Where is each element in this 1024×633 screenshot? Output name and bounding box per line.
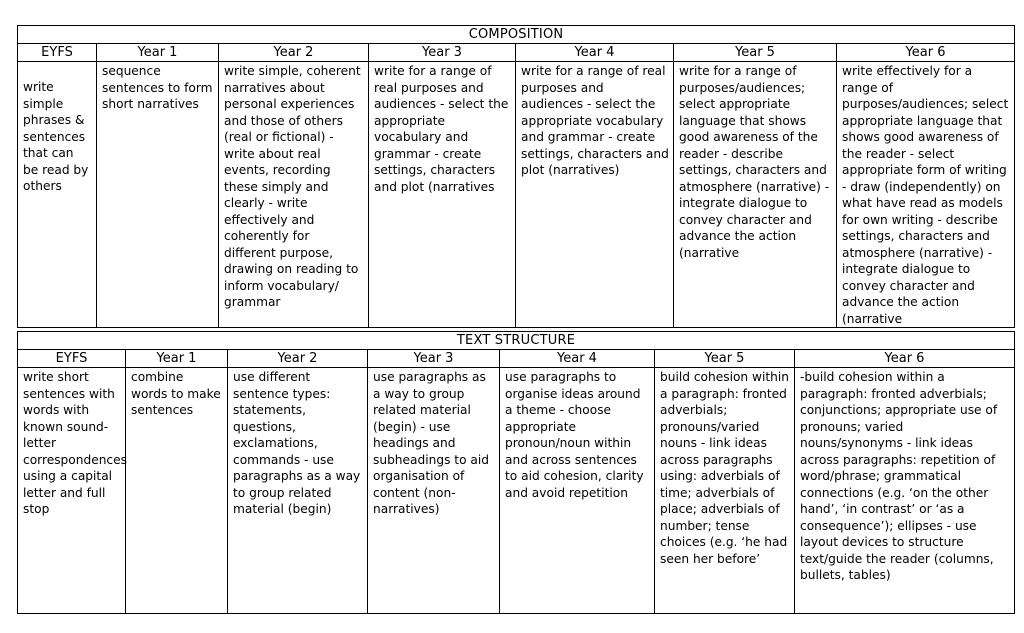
- text-structure-text-year-5: build cohesion within a paragraph: fronted adverbials; pronouns/varied nouns - link ideas across paragraphs using: adverbials of time; adverbials of place; adverbials of number; tense choices (e.g. ‘he had seen her before’: [660, 370, 789, 566]
- text-structure-header-year-3: Year 3: [368, 350, 500, 368]
- composition-text-year-4: write for a range of real purposes and audiences - select the appropriate vocabulary and grammar - create settings, characters and plot (narratives): [521, 64, 669, 177]
- composition-header-year-3: Year 3: [369, 44, 516, 62]
- composition-cell-year-4: [516, 62, 674, 328]
- text-structure-cell-eyfs: [18, 368, 126, 614]
- text-structure-title: TEXT STRUCTURE: [18, 332, 1015, 350]
- text-structure-cell-year-6: [795, 368, 1015, 614]
- text-structure-text-year-6: -build cohesion within a paragraph: fronted adverbials; conjunctions; appropriate use of pronouns; varied nouns/synonyms - link ideas across paragraphs: repetition of word/phrase; grammatical connections (e.g. ‘on the other hand’, ‘in contrast’ or ‘as a consequence’); ellipses - use layout devices to structure text/guide the reader (columns, bullets, tables): [800, 370, 998, 582]
- composition-cell-year-3: [369, 62, 516, 328]
- text-structure-header-year-1: Year 1: [126, 350, 228, 368]
- composition-text-year-2: write simple, coherent narratives about personal experiences and those of others (real or fictional) - write about real events, recording these simply and clearly - write effectively and coherently for different purpose, drawing on reading to inform vocabulary/ grammar: [224, 64, 361, 309]
- text-structure-cell-year-5: [655, 368, 795, 614]
- text-structure-cell-year-2: [228, 368, 368, 614]
- composition-cell-eyfs: [18, 62, 97, 328]
- composition-header-year-6: Year 6: [837, 44, 1015, 62]
- composition-text-year-6: write effectively for a range of purposes/audiences; select appropriate language that shows good awareness of the reader - select appropriate form of writing - draw (independently) on what have read as models for own writing - describe settings, characters and atmosphere (narrative) - integrate dialogue to convey character and advance the action (narrative: [842, 64, 1009, 326]
- composition-header-year-1: Year 1: [97, 44, 219, 62]
- text-structure-header-year-4: Year 4: [500, 350, 655, 368]
- text-structure-text-year-3: use paragraphs as a way to group related material (begin) - use headings and subheadings to aid organisation of content (non-narratives): [373, 370, 490, 516]
- composition-text-eyfs: write simple phrases & sentences that can be read by others: [23, 80, 89, 193]
- text-structure-cell-year-4: [500, 368, 655, 614]
- composition-cell-year-2: [219, 62, 369, 328]
- text-structure-text-eyfs: write short sentences with words with known sound-letter correspondences using a capital letter and full stop: [23, 370, 127, 516]
- text-structure-header-eyfs: EYFS: [18, 350, 126, 368]
- composition-text-year-3: write for a range of real purposes and audiences - select the appropriate vocabulary and grammar - create settings, characters and plot (narratives: [374, 64, 509, 194]
- text-structure-table: [17, 331, 1015, 614]
- text-structure-header-year-5: Year 5: [655, 350, 795, 368]
- text-structure-text-year-2: use different sentence types: statements, questions, exclamations, commands - use paragraphs as a way to group related material (begin): [233, 370, 361, 516]
- composition-header-eyfs: EYFS: [18, 44, 97, 62]
- text-structure-text-year-4: use paragraphs to organise ideas around a theme - choose appropriate pronoun/noun within and across sentences to aid cohesion, clarity and avoid repetition: [505, 370, 644, 500]
- composition-text-year-1: sequence sentences to form short narratives: [102, 64, 213, 111]
- composition-header-year-4: Year 4: [516, 44, 674, 62]
- text-structure-cell-year-3: [368, 368, 500, 614]
- composition-header-year-5: Year 5: [674, 44, 837, 62]
- composition-header-year-2: Year 2: [219, 44, 369, 62]
- composition-title: COMPOSITION: [18, 26, 1015, 44]
- composition-cell-year-1: [97, 62, 219, 328]
- composition-cell-year-5: [674, 62, 837, 328]
- text-structure-header-year-2: Year 2: [228, 350, 368, 368]
- composition-table: [17, 25, 1015, 328]
- text-structure-header-year-6: Year 6: [795, 350, 1015, 368]
- text-structure-cell-year-1: [126, 368, 228, 614]
- composition-text-year-5: write for a range of purposes/audiences; select appropriate language that shows good awareness of the reader - describe settings, characters and atmosphere (narrative) - integrate dialogue to convey character and advance the action (narrative: [679, 64, 830, 260]
- composition-cell-year-6: [837, 62, 1015, 328]
- text-structure-text-year-1: combine words to make sentences: [131, 370, 221, 417]
